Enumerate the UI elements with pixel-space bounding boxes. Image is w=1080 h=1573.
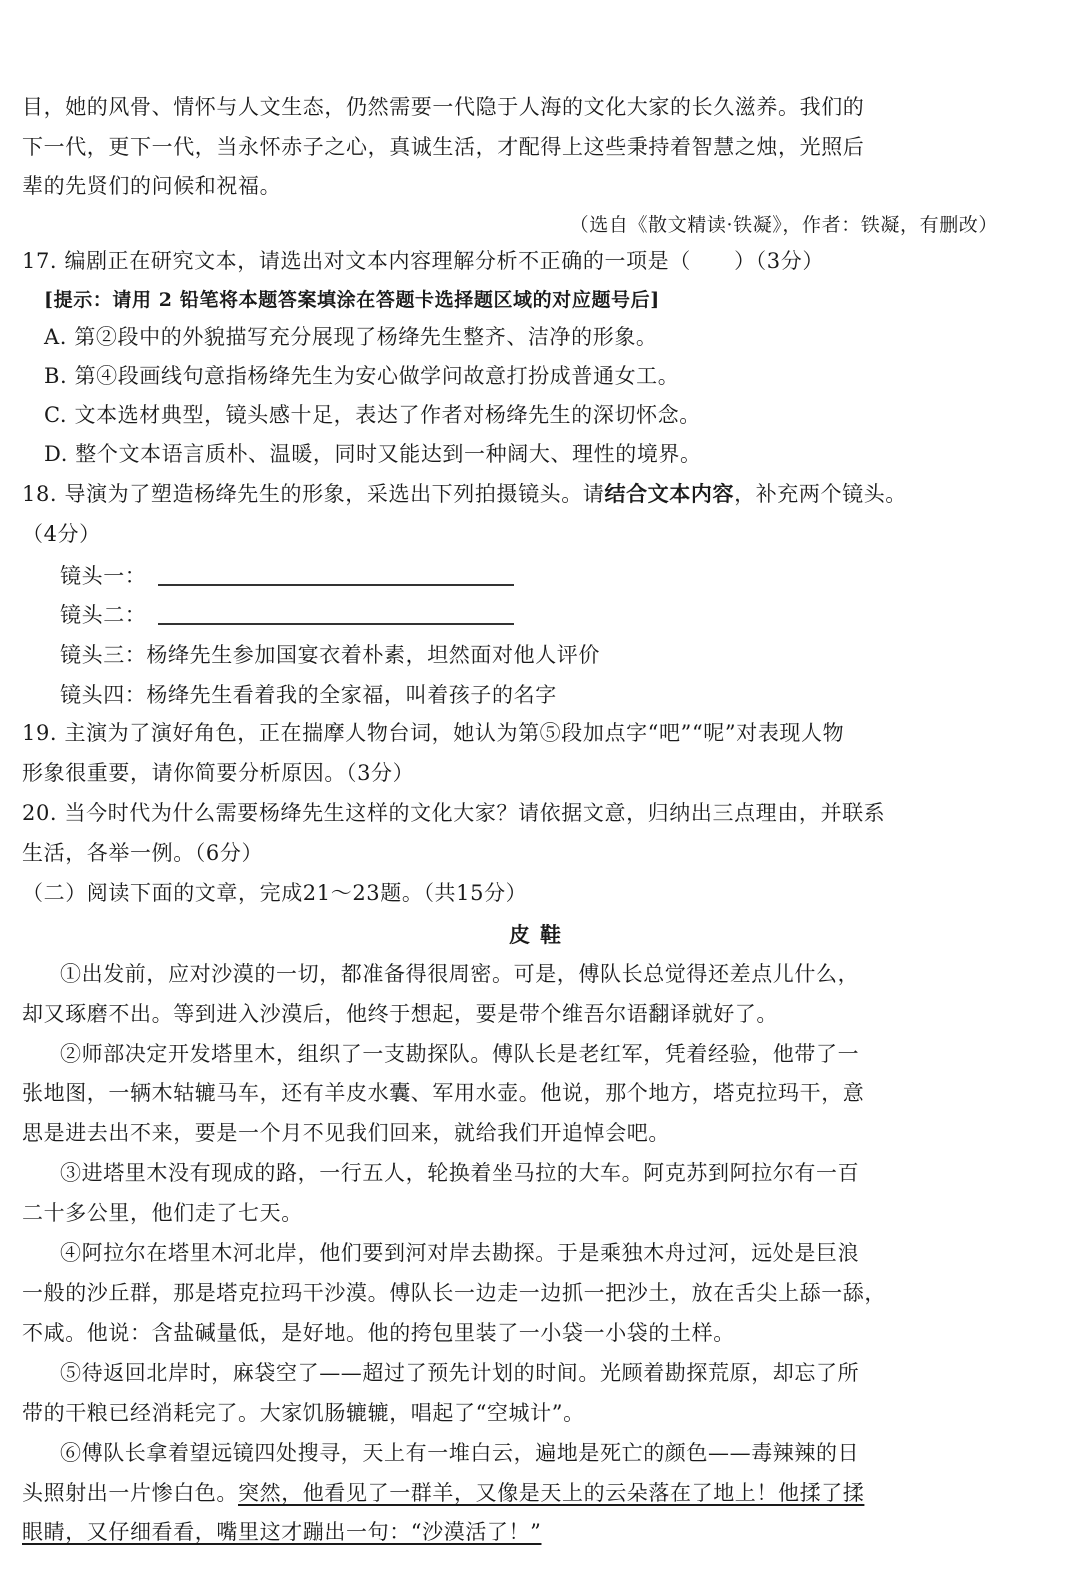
article-line: 却又琢磨不出。等到进入沙漠后，他终于想起，要是带个维吾尔语翻译就好了。 <box>22 1002 778 1026</box>
shot-2-answer-line <box>158 623 514 625</box>
article-line: ③进塔里木没有现成的路，一行五人，轮换着坐马拉的大车。阿克苏到阿拉尔有一百 <box>60 1161 860 1185</box>
shot-4: 镜头四：杨绛先生看着我的全家福，叫着孩子的名字 <box>60 683 557 707</box>
article-title: 皮鞋 <box>509 922 571 947</box>
question-17-option-a: A. 第②段中的外貌描写充分展现了杨绛先生整齐、洁净的形象。 <box>44 325 658 349</box>
shot-3: 镜头三：杨绛先生参加国宴衣着朴素，坦然面对他人评价 <box>60 643 600 667</box>
question-19-line: 19. 主演为了演好角色，正在揣摩人物台词，她认为第⑤段加点字“吧”“呢”对表现人物 <box>22 721 845 745</box>
article-line: 思是进去出不来，要是一个月不见我们回来，就给我们开追悼会吧。 <box>22 1121 670 1145</box>
question-17-option-c: C. 文本选材典型，镜头感十足，表达了作者对杨绛先生的深切怀念。 <box>44 403 701 427</box>
question-19-line: 形象很重要，请你简要分析原因。（3分） <box>22 761 415 785</box>
question-20-line: 20. 当今时代为什么需要杨绛先生这样的文化大家？请依据文意，归纳出三点理由，并联系 <box>22 801 886 825</box>
shot-2-label: 镜头二： <box>60 603 147 627</box>
underlined-sentence: 突然，他看见了一群羊，又像是天上的云朵落在了地上！他揉了揉 <box>238 1481 865 1505</box>
article-line: ④阿拉尔在塔里木河北岸，他们要到河对岸去勘探。于是乘独木舟过河，远处是巨浪 <box>60 1241 860 1265</box>
article-line: 不咸。他说：含盐碱量低，是好地。他的挎包里装了一小袋一小袋的土样。 <box>22 1321 735 1345</box>
question-18-score: （4分） <box>22 522 101 546</box>
underlined-sentence: 眼睛，又仔细看看，嘴里这才蹦出一句：“沙漠活了！” <box>22 1520 542 1544</box>
article-line: ②师部决定开发塔里木，组织了一支勘探队。傅队长是老红军，凭着经验，他带了一 <box>60 1042 860 1066</box>
article-line: 带的干粮已经消耗完了。大家饥肠辘辘，唱起了“空城计”。 <box>22 1401 585 1425</box>
article-text: 头照射出一片惨白色。 <box>22 1481 238 1505</box>
question-17-option-b: B. 第④段画线句意指杨绛先生为安心做学问故意打扮成普通女工。 <box>44 364 680 388</box>
question-17-option-d: D. 整个文本语言质朴、温暖，同时又能达到一种阔大、理性的境界。 <box>44 442 702 466</box>
article-line <box>22 1479 1010 1507</box>
passage-line: 下一代，更下一代，当永怀赤子之心，真诚生活，才配得上这些秉持着智慧之烛，光照后 <box>22 135 865 159</box>
question-18-stem-b: ，补充两个镜头。 <box>734 482 907 506</box>
question-20-line: 生活，各举一例。（6分） <box>22 841 264 865</box>
shot-1-label: 镜头一： <box>60 564 147 588</box>
article-line: 一般的沙丘群，那是塔克拉玛干沙漠。傅队长一边走一边抓一把沙土，放在舌尖上舔一舔， <box>22 1281 886 1305</box>
passage-source: （选自《散文精读·铁凝》，作者：铁凝，有删改） <box>569 214 998 236</box>
question-17-stem: 17. 编剧正在研究文本，请选出对文本内容理解分析不正确的一项是（ ）（3分） <box>22 249 824 273</box>
question-18-stem-bold: 结合文本内容 <box>604 481 735 506</box>
article-line: ⑤待返回北岸时，麻袋空了——超过了预先计划的时间。光顾着勘探荒原，却忘了所 <box>60 1361 860 1385</box>
article-line: 二十多公里，他们走了七天。 <box>22 1201 303 1225</box>
question-18-stem <box>22 480 1010 508</box>
passage-line: 目，她的风骨、情怀与人文生态，仍然需要一代隐于人海的文化大家的长久滋养。我们的 <box>22 95 865 119</box>
article-line: 张地图，一辆木轱辘马车，还有羊皮水囊、军用水壶。他说，那个地方，塔克拉玛干，意 <box>22 1081 865 1105</box>
article-line: ⑥傅队长拿着望远镜四处搜寻，天上有一堆白云，遍地是死亡的颜色——毒辣辣的日 <box>60 1441 860 1465</box>
passage-line: 辈的先贤们的问候和祝福。 <box>22 174 282 198</box>
article-line <box>22 1518 1010 1546</box>
article-line: ①出发前，应对沙漠的一切，都准备得很周密。可是，傅队长总觉得还差点儿什么， <box>60 962 860 986</box>
question-18-stem-a: 18. 导演为了塑造杨绛先生的形象，采选出下列拍摄镜头。请 <box>22 482 605 506</box>
section-2-heading: （二）阅读下面的文章，完成21～23题。（共15分） <box>22 881 528 905</box>
question-17-hint: [提示：请用 2 铅笔将本题答案填涂在答题卡选择题区域的对应题号后] <box>44 289 660 311</box>
shot-1-answer-line <box>158 584 514 586</box>
